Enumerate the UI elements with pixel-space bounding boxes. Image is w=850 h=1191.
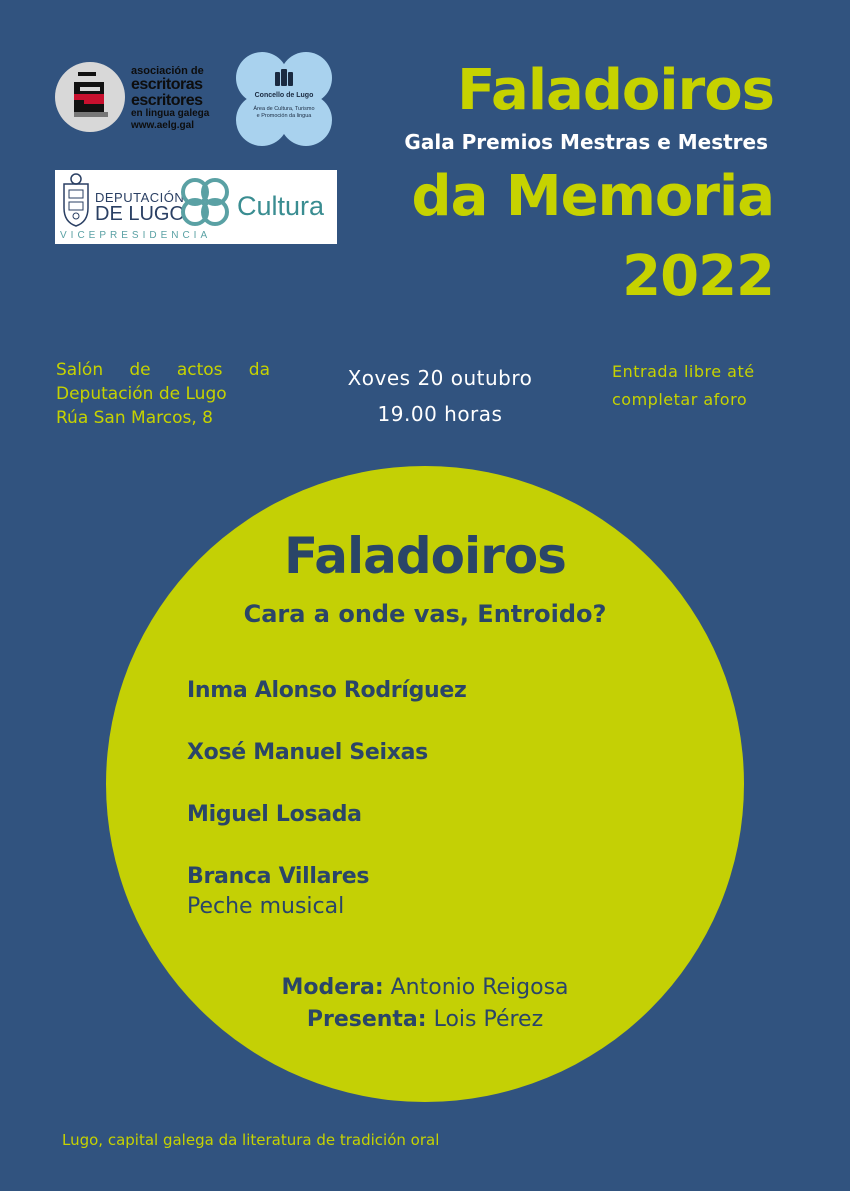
venue-line2: Deputación de Lugo xyxy=(56,384,227,404)
deputacion-lugo-logo xyxy=(55,170,337,244)
event-gala-subtitle: Gala Premios Mestras e Mestres xyxy=(404,130,768,154)
event-time: 19.00 horas xyxy=(377,402,503,426)
deputacion-bottom-label: DE LUGO xyxy=(95,203,186,225)
aelg-wordmark xyxy=(131,66,209,131)
presenter-label: Presenta: xyxy=(306,1007,427,1032)
event-title-memoria: da Memoria xyxy=(411,164,774,229)
cloud-shape-icon xyxy=(234,50,334,148)
event-year: 2022 xyxy=(622,244,774,309)
aelg-line1: asociación de xyxy=(131,65,204,77)
concello-lugo-logo xyxy=(234,50,334,148)
venue-line3: Rúa San Marcos, 8 xyxy=(56,408,213,428)
aelg-emblem-icon xyxy=(55,62,125,132)
aelg-logo xyxy=(55,62,215,134)
footer-tagline: Lugo, capital galega da literatura de tradición oral xyxy=(62,1131,440,1149)
program-title: Faladoiros xyxy=(284,527,566,585)
program-subtitle: Cara a onde vas, Entroido? xyxy=(243,600,607,628)
concello-name: Concello de Lugo xyxy=(254,92,314,99)
moderator-credit xyxy=(0,975,850,1000)
participant-3: Miguel Losada xyxy=(187,802,362,827)
concello-area-line1: Área de Cultura, Turismo xyxy=(253,106,315,112)
aelg-line3: escritores xyxy=(131,92,203,109)
knot-symbol-icon xyxy=(177,176,233,228)
entry-line2: completar aforo xyxy=(612,390,748,409)
aelg-url: www.aelg.gal xyxy=(131,120,194,131)
event-title: Faladoiros xyxy=(457,58,774,123)
entry-line1: Entrada libre até xyxy=(612,362,755,381)
deputacion-cultura-label: Cultura xyxy=(237,191,325,221)
entry-info xyxy=(612,358,755,414)
coat-of-arms-icon xyxy=(58,172,94,228)
event-datetime xyxy=(310,360,570,432)
closing-note: Peche musical xyxy=(187,894,345,919)
participant-4: Branca Villares xyxy=(187,864,370,889)
venue-info xyxy=(56,358,270,430)
presenter-name: Lois Pérez xyxy=(426,1007,544,1032)
moderator-name: Antonio Reigosa xyxy=(383,975,569,1000)
concello-area xyxy=(234,106,334,120)
participant-1: Inma Alonso Rodríguez xyxy=(187,678,467,703)
presenter-credit xyxy=(0,1007,850,1032)
deputacion-top-label: DEPUTACIÓN xyxy=(95,190,185,205)
participant-2: Xosé Manuel Seixas xyxy=(187,740,428,765)
venue-line1: Salón de actos da xyxy=(56,360,270,380)
aelg-line2: escritoras xyxy=(131,76,203,93)
aelg-line4: en lingua galega xyxy=(131,108,210,119)
event-date: Xoves 20 outubro xyxy=(347,366,533,390)
moderator-label: Modera: xyxy=(281,975,384,1000)
concello-area-line2: e Promoción da lingua xyxy=(256,112,312,119)
deputacion-vice-label: VICEPRESIDENCIA xyxy=(60,230,212,241)
